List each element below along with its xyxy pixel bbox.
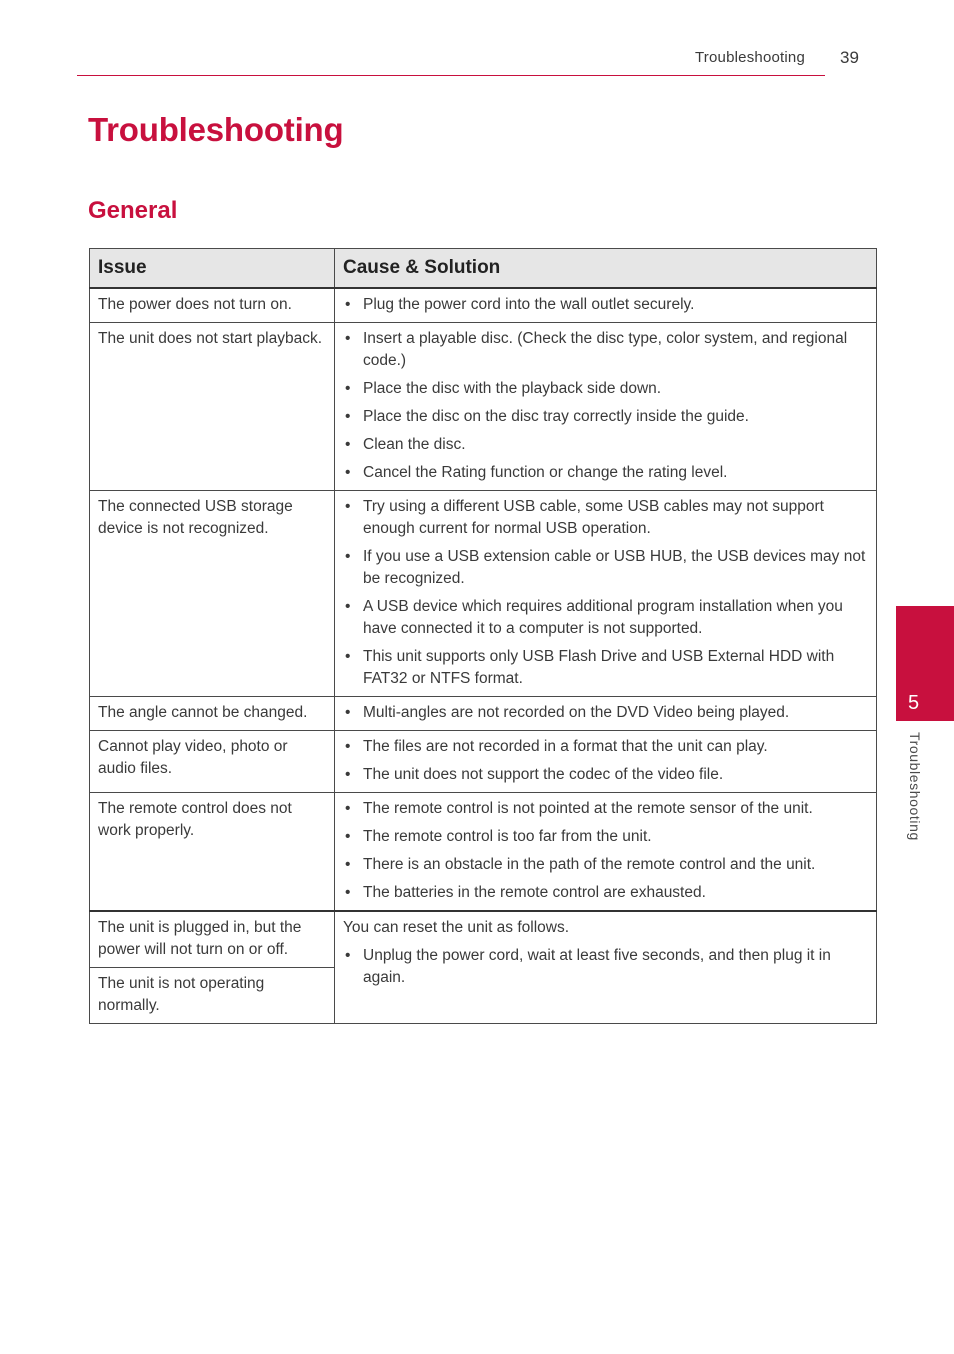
solution-cell	[335, 323, 877, 491]
solution-item: • The remote control is not pointed at the remote sensor of the unit.	[343, 798, 868, 820]
chapter-tab	[896, 606, 954, 721]
table-row	[90, 697, 877, 731]
solution-cell	[335, 911, 877, 1024]
table-row	[90, 288, 877, 323]
header-divider	[77, 75, 825, 76]
solution-item: • The files are not recorded in a format that the unit can play.	[343, 736, 868, 758]
running-header-section: Troubleshooting	[695, 49, 806, 66]
solution-item: • There is an obstacle in the path of the remote control and the unit.	[343, 854, 868, 876]
solution-item: • Unplug the power cord, wait at least five seconds, and then plug it in again.	[343, 945, 868, 989]
issue-cell: The angle cannot be changed.	[90, 697, 335, 731]
solution-item: • The unit does not support the codec of the video file.	[343, 764, 868, 786]
chapter-number: 5	[908, 692, 920, 714]
solution-item: • Insert a playable disc. (Check the disc type, color system, and regional code.)	[343, 328, 868, 372]
solution-item: • A USB device which requires additional program installation when you have connected it to a computer is not supported.	[343, 596, 868, 640]
solution-list	[343, 328, 868, 484]
column-header-solution: Cause & Solution	[335, 249, 877, 289]
table-header-row	[90, 249, 877, 289]
solution-cell	[335, 491, 877, 697]
troubleshooting-table	[89, 248, 876, 1024]
issue-cell: The power does not turn on.	[90, 288, 335, 323]
issue-cell: The unit is not operating normally.	[90, 968, 335, 1024]
solution-list	[343, 736, 868, 786]
solution-cell	[335, 288, 877, 323]
solution-item: • Multi-angles are not recorded on the DVD Video being played.	[343, 702, 868, 724]
solution-list	[343, 702, 868, 724]
section-title: General	[88, 197, 178, 224]
issue-cell: The remote control does not work properly.	[90, 793, 335, 912]
page-number: 39	[840, 48, 859, 67]
solution-cell	[335, 731, 877, 793]
reset-intro: You can reset the unit as follows.	[343, 919, 570, 936]
solution-item: • The batteries in the remote control are exhausted.	[343, 882, 868, 904]
solution-item: • Try using a different USB cable, some USB cables may not support enough current for normal USB operation.	[343, 496, 868, 540]
solution-item: • Cancel the Rating function or change the rating level.	[343, 462, 868, 484]
table-row	[90, 323, 877, 491]
solution-list	[343, 496, 868, 690]
solution-list	[343, 294, 868, 316]
solution-cell	[335, 793, 877, 912]
table-row	[90, 793, 877, 912]
table-row	[90, 491, 877, 697]
issue-cell: Cannot play video, photo or audio files.	[90, 731, 335, 793]
solution-item: • The remote control is too far from the unit.	[343, 826, 868, 848]
issue-cell: The unit does not start playback.	[90, 323, 335, 491]
solution-item: • Plug the power cord into the wall outlet securely.	[343, 294, 868, 316]
solution-item: • This unit supports only USB Flash Drive and USB External HDD with FAT32 or NTFS format.	[343, 646, 868, 690]
table-row	[90, 731, 877, 793]
solution-list	[343, 945, 868, 989]
column-header-issue: Issue	[90, 249, 335, 289]
solution-item: • Place the disc with the playback side down.	[343, 378, 868, 400]
table-row	[90, 911, 877, 968]
solution-list	[343, 798, 868, 904]
issue-cell: The unit is plugged in, but the power will not turn on or off.	[90, 911, 335, 968]
solution-item: • Clean the disc.	[343, 434, 868, 456]
page-title: Troubleshooting	[88, 111, 344, 148]
solution-cell	[335, 697, 877, 731]
solution-item: • Place the disc on the disc tray correctly inside the guide.	[343, 406, 868, 428]
solution-item: • If you use a USB extension cable or USB HUB, the USB devices may not be recognized.	[343, 546, 868, 590]
chapter-label: Troubleshooting	[907, 732, 923, 841]
issue-cell: The connected USB storage device is not recognized.	[90, 491, 335, 697]
